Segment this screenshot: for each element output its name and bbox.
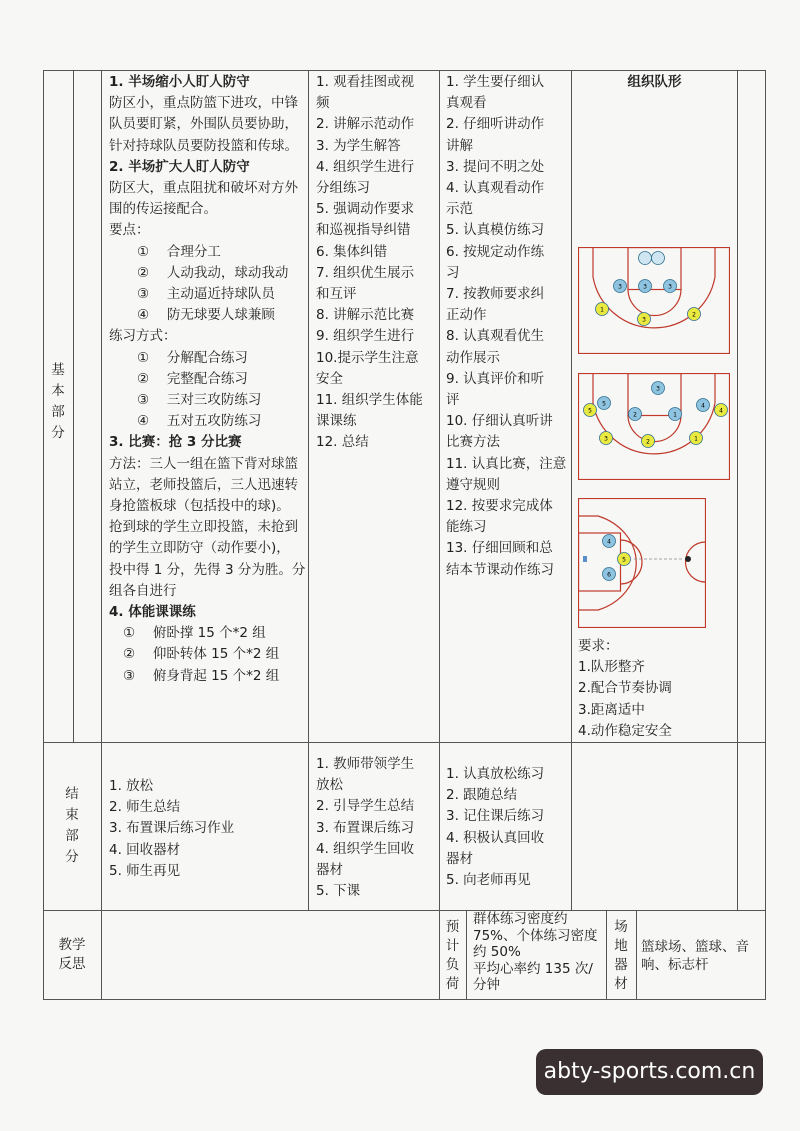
content-line: ③ 俯身背起 15 个*2 组: [123, 667, 280, 684]
player-marker: [639, 280, 652, 293]
student-line: 3. 记住课后练习: [446, 808, 545, 825]
student-line: 习: [446, 264, 460, 281]
content-line: ③ 主动逼近持球队员: [137, 286, 275, 303]
player-number: 3: [604, 435, 608, 443]
teacher-activities: [316, 72, 436, 454]
teacher-line: 9. 组织学生进行: [316, 328, 415, 345]
content-line: 要点：: [109, 222, 150, 239]
teacher-line: 4. 组织学生回收: [316, 840, 415, 857]
load-label-char: 计: [445, 938, 460, 954]
venue-text-line: 响、标志杆: [641, 957, 709, 973]
player-marker: [639, 252, 652, 265]
section-label-char: 基: [51, 362, 65, 378]
student-activities: [446, 72, 568, 581]
student-line: 1. 认真放松练习: [446, 766, 545, 782]
load-text-line: 分钟: [473, 977, 500, 993]
student-line: 遵守规则: [446, 476, 500, 493]
venue-text: [641, 938, 763, 974]
venue-label: [606, 918, 636, 994]
student-line: 12. 按要求完成体: [446, 498, 553, 515]
student-line: 8. 认真观看优生: [446, 328, 545, 345]
player-marker: [629, 408, 642, 421]
load-label: [439, 918, 466, 994]
load-text-line: 75%、个体练习密度: [473, 927, 598, 944]
teacher-line: 5. 下课: [316, 883, 361, 900]
content-line: 2. 半场扩大人盯人防守: [109, 158, 250, 175]
end-teacher-activities: [316, 754, 436, 902]
content-line: 练习方式：: [109, 328, 177, 345]
teacher-line: 放松: [316, 777, 343, 794]
teacher-line: 5. 强调动作要求: [316, 201, 415, 218]
player-number: 4: [607, 538, 611, 546]
teacher-line: 11. 组织学生体能: [316, 392, 423, 409]
content-line: 围的传运接配合。: [109, 201, 217, 218]
content-line: 针对持球队员要防投篮和传球。: [109, 137, 298, 154]
section-label-char: 分: [51, 425, 65, 441]
content-line: 方法：三人一组在篮下背对球篮: [109, 455, 298, 472]
teacher-line: 1. 教师带领学生: [316, 756, 415, 772]
end-student-activities: [446, 764, 568, 891]
player-marker: [614, 280, 627, 293]
player-marker: [603, 568, 616, 581]
player-marker: [598, 397, 611, 410]
student-line: 2. 跟随总结: [446, 787, 518, 804]
content-line: ② 仰卧转体 15 个*2 组: [123, 646, 280, 663]
player-number: 5: [602, 400, 606, 408]
court-diagram-1: [578, 247, 730, 354]
player-marker: [638, 313, 651, 326]
requirements: [578, 636, 733, 742]
player-number: 4: [701, 402, 705, 410]
content-line: 的学生立即防守（动作要小)，: [109, 540, 290, 557]
student-line: 1. 学生要仔细认: [446, 74, 545, 90]
venue-label-char: 材: [614, 976, 628, 992]
content-line: 身抢篮板球（包括投中的球)。: [109, 498, 290, 515]
section-label-end: [43, 784, 101, 868]
player-number: 5: [622, 556, 626, 564]
content-line: 抢到球的学生立即投篮，未抢到: [109, 519, 298, 536]
content-line: 2. 师生总结: [109, 799, 181, 816]
content-line: 3. 布置课后练习作业: [109, 820, 235, 837]
student-line: 5. 认真模仿练习: [446, 222, 545, 239]
content-line: 4. 回收器材: [109, 841, 181, 858]
venue-text-line: 篮球场、篮球、音: [641, 939, 749, 955]
reflection-label-line: 教学: [58, 937, 86, 953]
teacher-line: 3. 布置课后练习: [316, 819, 415, 836]
formation-title: 组织队形: [627, 74, 682, 90]
player-marker: [584, 404, 597, 417]
requirement-line: 3.距离适中: [578, 701, 645, 718]
content-line: 投中得 1 分，先得 3 分为胜。分: [109, 561, 306, 578]
student-line: 13. 仔细回顾和总: [446, 540, 553, 557]
content-line: 站立，老师投篮后，三人迅速转: [109, 476, 298, 493]
student-line: 4. 认真观看动作: [446, 180, 545, 197]
teacher-line: 安全: [316, 370, 343, 387]
student-line: 6. 按规定动作练: [446, 243, 545, 260]
student-line: 真观看: [446, 95, 487, 112]
content-line: 队员要盯紧，外围队员要协助，: [109, 116, 298, 133]
player-marker: [642, 435, 655, 448]
player-number: 3: [668, 283, 672, 291]
section-label-char: 部: [65, 828, 79, 844]
teacher-line: 3. 为学生解答: [316, 137, 401, 154]
player-number: 2: [692, 311, 696, 319]
player-marker: [618, 553, 631, 566]
end-content: [109, 776, 307, 882]
teacher-line: 2. 引导学生总结: [316, 798, 415, 815]
student-line: 比赛方法: [446, 434, 500, 451]
student-line: 能练习: [446, 519, 487, 536]
student-line: 2. 仔细听讲动作: [446, 116, 545, 133]
student-line: 示范: [446, 201, 473, 218]
student-line: 4. 积极认真回收: [446, 829, 545, 846]
section-label-char: 束: [65, 807, 79, 823]
student-line: 9. 认真评价和听: [446, 370, 545, 387]
content-line: ② 完整配合练习: [137, 370, 248, 387]
load-text: [473, 911, 603, 994]
teacher-line: 频: [316, 95, 330, 112]
student-line: 器材: [446, 850, 473, 867]
section-label-main: [43, 360, 73, 444]
court-diagram-2: [578, 373, 730, 480]
student-line: 7. 按教师要求纠: [446, 286, 545, 303]
content-line: ① 分解配合练习: [137, 349, 248, 366]
teacher-line: 7. 组织优生展示: [316, 264, 415, 281]
player-number: 1: [694, 435, 698, 443]
student-line: 动作展示: [446, 349, 500, 366]
student-line: 正动作: [446, 307, 487, 324]
load-label-char: 预: [445, 919, 460, 935]
teacher-line: 2. 讲解示范动作: [316, 116, 415, 133]
player-number: 1: [673, 411, 677, 419]
venue-label-char: 场: [614, 919, 628, 935]
section-label-char: 本: [51, 383, 65, 399]
player-number: 3: [642, 316, 646, 324]
teacher-line: 6. 集体纠错: [316, 243, 388, 260]
venue-label-char: 器: [614, 957, 628, 973]
student-line: 结本节课动作练习: [446, 561, 554, 578]
player-marker: [603, 535, 616, 548]
teacher-line: 10.提示学生注意: [316, 349, 419, 366]
content-line: ④ 五对五攻防练习: [137, 413, 262, 430]
player-number: 1: [600, 306, 604, 314]
load-text-line: 平均心率约 135 次/: [473, 960, 593, 977]
lesson-plan-table: [43, 70, 766, 1000]
teacher-line: 1. 观看挂图或视: [316, 74, 415, 90]
teacher-line: 8. 讲解示范比赛: [316, 307, 415, 324]
student-line: 5. 向老师再见: [446, 872, 531, 889]
main-content: [109, 72, 307, 687]
content-line: 1. 放松: [109, 778, 154, 794]
teacher-line: 4. 组织学生进行: [316, 158, 415, 175]
content-line: ① 俯卧撑 15 个*2 组: [123, 625, 266, 642]
teacher-line: 12. 总结: [316, 434, 369, 451]
content-line: 4. 体能课课练: [109, 604, 196, 621]
player-number: 5: [588, 407, 592, 415]
player-marker: [688, 308, 701, 321]
student-line: 10. 仔细认真听讲: [446, 413, 553, 430]
load-label-char: 荷: [445, 976, 460, 992]
player-marker: [715, 404, 728, 417]
player-marker: [652, 252, 665, 265]
content-line: ③ 三对三攻防练习: [137, 392, 262, 409]
player-marker: [697, 399, 710, 412]
requirement-line: 2.配合节奏协调: [578, 680, 672, 697]
player-number: 2: [646, 438, 650, 446]
teacher-line: 和巡视指导纠错: [316, 222, 411, 239]
player-marker: [600, 432, 613, 445]
content-line: 防区大，重点阻扰和破坏对方外: [109, 180, 298, 197]
section-label-char: 分: [65, 849, 79, 865]
court-diagram-3: [578, 498, 706, 628]
teacher-line: 和互评: [316, 286, 357, 303]
player-number: 2: [633, 411, 637, 419]
teacher-line: 器材: [316, 862, 343, 879]
content-line: ② 人动我动，球动我动: [137, 264, 289, 281]
player-number: 4: [719, 407, 723, 415]
requirement-line: 4.动作稳定安全: [578, 722, 672, 739]
teacher-line: 课课练: [316, 413, 357, 430]
watermark: abty-sports.com.cn: [536, 1049, 763, 1095]
player-marker: [690, 432, 703, 445]
player-number: 3: [643, 283, 647, 291]
content-line: 1. 半场缩小人盯人防守: [109, 74, 250, 90]
content-line: 5. 师生再见: [109, 862, 181, 879]
player-marker: [596, 303, 609, 316]
student-line: 评: [446, 392, 460, 409]
player-number: 3: [656, 385, 660, 393]
venue-label-char: 地: [614, 938, 628, 954]
load-label-char: 负: [445, 957, 460, 973]
content-line: 防区小，重点防篮下进攻，中锋: [109, 95, 298, 112]
section-label-char: 部: [51, 404, 65, 420]
content-line: 3. 比赛：抢 3 分比赛: [109, 434, 242, 451]
teacher-line: 分组练习: [316, 180, 370, 197]
student-line: 讲解: [446, 137, 473, 154]
requirement-line: 要求：: [578, 638, 619, 654]
reflection-label-line: 反思: [58, 956, 86, 972]
player-marker: [652, 382, 665, 395]
player-marker: [669, 408, 682, 421]
content-line: 组各自进行: [109, 582, 177, 599]
player-number: 6: [607, 571, 611, 579]
content-line: ④ 防无球要人球兼顾: [137, 307, 275, 324]
section-label-char: 结: [65, 786, 79, 802]
student-line: 3. 提问不明之处: [446, 158, 545, 175]
load-text-line: 群体练习密度约: [473, 911, 568, 927]
load-text-line: 约 50%: [473, 944, 521, 960]
player-marker: [664, 280, 677, 293]
reflection-label: [43, 936, 101, 974]
content-line: ① 合理分工: [137, 243, 221, 260]
player-number: 3: [618, 283, 622, 291]
requirement-line: 1.队形整齐: [578, 659, 645, 676]
student-line: 11. 认真比赛，注意: [446, 455, 567, 472]
